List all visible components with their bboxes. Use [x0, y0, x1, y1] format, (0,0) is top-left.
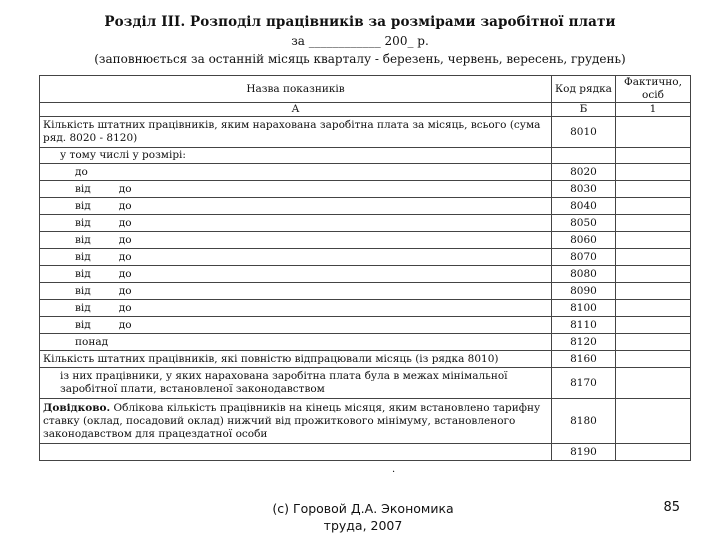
reference-row [40, 399, 691, 444]
range-row-label [40, 181, 552, 198]
range-row [40, 215, 691, 232]
range-row-label [40, 249, 552, 266]
range-row [40, 300, 691, 317]
total-row-value[interactable] [616, 117, 691, 148]
min-wage-row-value[interactable] [616, 368, 691, 399]
last-row-code: 8190 [552, 444, 616, 461]
range-row-code: 8080 [552, 266, 616, 283]
from-label: від [75, 199, 91, 212]
reference-row-label [40, 399, 552, 444]
range-row-value[interactable] [616, 181, 691, 198]
range-row [40, 334, 691, 351]
range-row [40, 317, 691, 334]
range-row-code: 8100 [552, 300, 616, 317]
range-row-value[interactable] [616, 232, 691, 249]
reference-row-value[interactable] [616, 399, 691, 444]
range-row-label [40, 215, 552, 232]
range-row-code: 8070 [552, 249, 616, 266]
range-bounds [43, 217, 132, 230]
range-row-label [40, 283, 552, 300]
from-label: від [75, 301, 91, 314]
range-row-code: 8060 [552, 232, 616, 249]
section-title: Розділ III. Розподіл працівників за розмірами заробітної плати [104, 14, 616, 30]
from-label: від [75, 267, 91, 280]
range-row-value[interactable] [616, 317, 691, 334]
range-row-label [40, 317, 552, 334]
range-row-label [40, 164, 552, 181]
reference-row-label-bold: Довідково. [43, 401, 111, 414]
range-row-label [40, 266, 552, 283]
full-month-row-code: 8160 [552, 351, 616, 368]
range-bounds [43, 302, 132, 315]
from-label: від [75, 216, 91, 229]
full-month-row-label-text: Кількість штатних працівників, які повністю відпрацювали місяць (із рядка 8010) [43, 352, 499, 365]
total-row-code: 8010 [552, 117, 616, 148]
range-row-value[interactable] [616, 300, 691, 317]
to-label: до [118, 318, 132, 331]
footer-author: (c) Горовой Д.А. Экономика труда, 2007 [272, 501, 454, 533]
range-row-label [40, 198, 552, 215]
range-row-value[interactable] [616, 198, 691, 215]
range-row-value[interactable] [616, 334, 691, 351]
incl-code [552, 148, 616, 164]
total-row [40, 117, 691, 148]
range-row [40, 181, 691, 198]
range-row-code: 8090 [552, 283, 616, 300]
to-label: до [118, 199, 132, 212]
full-month-row [40, 351, 691, 368]
fill-note: (заповнюється за останній місяць кварталу - березень, червень, вересень, грудень) [94, 52, 626, 66]
to-label: до [118, 182, 132, 195]
from-label: від [75, 318, 91, 331]
to-label: до [118, 267, 132, 280]
range-row [40, 266, 691, 283]
range-row-code: 8020 [552, 164, 616, 181]
from-label: від [75, 233, 91, 246]
range-row-code: 8110 [552, 317, 616, 334]
range-bounds [43, 200, 132, 213]
range-row-value[interactable] [616, 283, 691, 300]
range-row-value[interactable] [616, 266, 691, 283]
to-label: до [118, 301, 132, 314]
range-bounds [43, 319, 132, 332]
full-month-row-value[interactable] [616, 351, 691, 368]
last-row-label [40, 444, 552, 461]
range-row-code: 8030 [552, 181, 616, 198]
to-label: до [118, 284, 132, 297]
range-row-label [40, 232, 552, 249]
total-row-label: Кількість штатних працівників, яким нарахована заробітна плата за місяць, всього (сума ряд. 8020 - 8120) [40, 117, 552, 148]
range-row [40, 283, 691, 300]
range-bounds [43, 251, 132, 264]
stray-mark: · [392, 467, 396, 478]
range-row [40, 249, 691, 266]
distribution-table [39, 75, 691, 461]
reference-row-code: 8180 [552, 399, 616, 444]
from-label: від [75, 250, 91, 263]
range-row-label [40, 300, 552, 317]
range-row [40, 198, 691, 215]
range-row-code: 8040 [552, 198, 616, 215]
min-wage-row [40, 368, 691, 399]
table-header-row [40, 76, 691, 103]
last-row [40, 444, 691, 461]
range-row-value[interactable] [616, 164, 691, 181]
over-label: понад [75, 335, 109, 348]
column-header-code: Код рядка [552, 76, 616, 103]
column-header-actual: Фактично, осіб [616, 76, 691, 103]
range-bounds [43, 285, 132, 298]
range-bounds [43, 234, 132, 247]
letter-1: 1 [616, 103, 691, 117]
min-wage-row-code: 8170 [552, 368, 616, 399]
incl-value [616, 148, 691, 164]
range-row-code: 8120 [552, 334, 616, 351]
page-number: 85 [663, 500, 680, 515]
incl-label: у тому числі у розмірі: [40, 148, 552, 164]
to-label: до [118, 216, 132, 229]
from-label: від [75, 182, 91, 195]
period-line: за ____________ 200_ р. [291, 34, 429, 48]
reference-row-label-text: Облікова кількість працівників на кінець місяця, яким встановлено тарифну ставку (оклад, посадовий оклад) нижчий від прожиткового мінімуму, встановленого законодавством для працездатної особи [43, 401, 541, 440]
range-bounds [43, 183, 132, 196]
range-row [40, 164, 691, 181]
range-row [40, 232, 691, 249]
last-row-value[interactable] [616, 444, 691, 461]
incl-row [40, 148, 691, 164]
letter-a: А [40, 103, 552, 117]
range-row-value[interactable] [616, 249, 691, 266]
letter-b: Б [552, 103, 616, 117]
to-label: до [118, 250, 132, 263]
range-row-label [40, 334, 552, 351]
table-letters-row [40, 103, 691, 117]
min-wage-row-label-text: із них працівники, у яких нарахована заробітна плата була в межах мінімальної заробітної плати, встановленої законодавством [60, 370, 508, 395]
column-header-indicator: Назва показників [40, 76, 552, 103]
upto-label: до [75, 165, 88, 178]
range-row-code: 8050 [552, 215, 616, 232]
range-bounds [43, 268, 132, 281]
min-wage-row-label [40, 368, 552, 399]
to-label: до [118, 233, 132, 246]
from-label: від [75, 284, 91, 297]
full-month-row-label [40, 351, 552, 368]
range-row-value[interactable] [616, 215, 691, 232]
